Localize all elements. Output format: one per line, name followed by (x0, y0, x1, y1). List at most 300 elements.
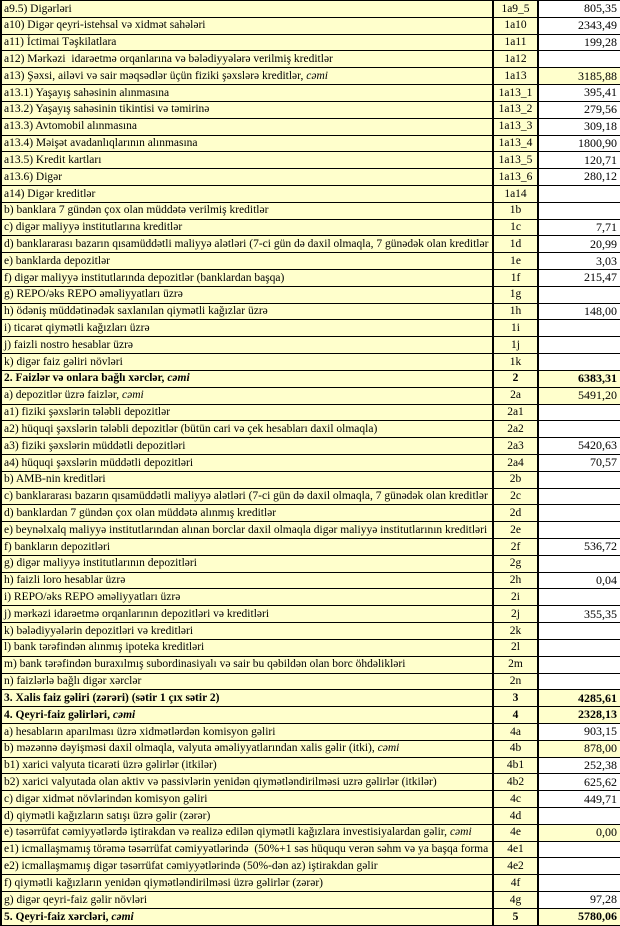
row-label: d) banklararası bazarın qısamüddətli maliyyə alətləri (7-ci gün də daxil olmaqla, 7 günədək olan kreditlər (4, 237, 489, 250)
row-value-cell (538, 454, 620, 471)
table-row (1, 34, 620, 51)
row-value: 280,12 (584, 169, 617, 184)
row-value: 355,35 (584, 606, 617, 621)
row-code: 1h (509, 305, 522, 318)
row-code-cell (493, 34, 538, 51)
row-code-cell (493, 354, 538, 371)
table-row (1, 253, 620, 270)
row-label: c) banklararası bazarın qısamüddətli maliyyə alətləri (7-ci gün də daxil olmaqla, 7 günədək olan kreditlər (4, 490, 488, 503)
row-code-cell (493, 824, 538, 841)
row-label: g) REPO/əks REPO əməliyyatları üzrə (4, 288, 183, 301)
row-value-cell (538, 791, 620, 808)
table-row (1, 387, 620, 404)
table-row (1, 539, 620, 556)
row-label-cell (1, 404, 493, 421)
row-label-cell (1, 337, 493, 354)
row-code-cell (493, 17, 538, 34)
row-value-cell (538, 908, 620, 925)
row-code-cell (493, 270, 538, 287)
row-value-cell (538, 270, 620, 287)
row-code: 2a1 (507, 406, 524, 419)
row-value: 70,57 (590, 455, 617, 470)
row-label: 3. Xalis faiz gəliri (zərəri) (sətir 1 çıx sətir 2) (4, 691, 220, 704)
row-value-cell (538, 17, 620, 34)
row-label-cell (1, 707, 493, 724)
table-row (1, 656, 620, 673)
row-label: a3) fiziki şəxslərin müddətli depozitləri (4, 439, 186, 452)
table-row (1, 908, 620, 925)
row-value-cell (538, 471, 620, 488)
row-label-cell (1, 135, 493, 152)
table-row (1, 421, 620, 438)
row-code: 1g (509, 288, 522, 301)
row-label: a13.4) Məişət avadanlıqlarının alınmasına (4, 137, 198, 150)
row-label-cell (1, 236, 493, 253)
row-value-cell (538, 253, 620, 270)
table-row (1, 370, 620, 387)
row-value-cell (538, 303, 620, 320)
row-label-cell (1, 1, 493, 18)
row-label-cell (1, 757, 493, 774)
table-row (1, 219, 620, 236)
row-code-cell (493, 202, 538, 219)
row-label-cell (1, 51, 493, 68)
row-label: k) digər faiz gəliri növləri (4, 355, 123, 368)
row-label-cell (1, 17, 493, 34)
table-row (1, 471, 620, 488)
row-label-cemi-suffix: cəmi (374, 742, 400, 755)
row-label-cell (1, 875, 493, 892)
table-row (1, 320, 620, 337)
row-value-cell (538, 623, 620, 640)
row-value: 3,03 (596, 253, 617, 268)
row-value-cell (538, 555, 620, 572)
row-code-cell (493, 808, 538, 825)
row-value: 625,62 (584, 774, 617, 789)
row-value-cell (538, 219, 620, 236)
row-code: 2n (509, 675, 522, 688)
row-code-cell (493, 169, 538, 186)
row-value: 97,28 (590, 892, 617, 907)
row-code: 1a13_3 (498, 120, 533, 133)
row-code-cell (493, 639, 538, 656)
row-code: 1a13_4 (498, 137, 533, 150)
row-label-cell (1, 841, 493, 858)
row-value-cell (538, 202, 620, 219)
table-row (1, 185, 620, 202)
table-row (1, 791, 620, 808)
row-code: 2g (509, 557, 522, 570)
row-label-cell (1, 572, 493, 589)
row-value: 7,71 (596, 219, 617, 234)
table-row (1, 589, 620, 606)
row-label: h) ödəniş müddətinədək saxlanılan qiymətli kağızlar üzrə (4, 305, 268, 318)
row-code-cell (493, 690, 538, 707)
row-label-cell (1, 892, 493, 909)
row-label: a13.3) Avtomobil alınmasına (4, 120, 137, 133)
row-code-cell (493, 623, 538, 640)
row-label: a4) hüquqi şəxslərin müddətli depozitləri (4, 456, 194, 469)
row-label-cell (1, 219, 493, 236)
table-row (1, 774, 620, 791)
row-value-cell (538, 1, 620, 18)
row-value: 5780,06 (578, 909, 617, 924)
row-label-cell (1, 421, 493, 438)
row-code-cell (493, 454, 538, 471)
row-label: j) mərkəzi idarəetmə orqanlarının depozitləri və kreditləri (4, 607, 270, 620)
row-code: 2a (510, 389, 521, 402)
row-code-cell (493, 555, 538, 572)
row-label-cell (1, 606, 493, 623)
row-label-cell (1, 169, 493, 186)
table-row (1, 85, 620, 102)
row-code-cell (493, 774, 538, 791)
row-code: 1a13_2 (498, 103, 533, 116)
row-code: 1f (510, 271, 521, 284)
row-label-cell (1, 387, 493, 404)
row-code-cell (493, 370, 538, 387)
row-label: a14) Digər kreditlər (4, 187, 96, 200)
row-label-cell (1, 858, 493, 875)
row-label-cell (1, 34, 493, 51)
row-value-cell (538, 51, 620, 68)
row-value-cell (538, 421, 620, 438)
row-code: 2a3 (507, 439, 524, 452)
row-value-cell (538, 757, 620, 774)
table-row (1, 236, 620, 253)
row-value: 148,00 (584, 303, 617, 318)
table-row (1, 438, 620, 455)
table-row (1, 505, 620, 522)
table-row (1, 757, 620, 774)
row-label: 4. Qeyri-faiz gəlirləri, (4, 708, 111, 721)
row-code-cell (493, 219, 538, 236)
row-value-cell (538, 774, 620, 791)
row-label-cell (1, 791, 493, 808)
row-label-cell (1, 85, 493, 102)
row-value: 2343,49 (578, 18, 617, 33)
row-code: 2f (510, 540, 521, 553)
table-row (1, 68, 620, 85)
row-value: 2328,13 (578, 707, 617, 722)
row-value-cell (538, 808, 620, 825)
row-value-cell (538, 185, 620, 202)
row-label: a9.5) Digərləri (4, 2, 72, 15)
row-label-cell (1, 824, 493, 841)
row-value-cell (538, 824, 620, 841)
table-row (1, 723, 620, 740)
row-code-cell (493, 286, 538, 303)
row-code: 1c (510, 221, 521, 234)
row-code-cell (493, 791, 538, 808)
row-value-cell (538, 488, 620, 505)
row-label-cell (1, 253, 493, 270)
row-code: 1k (509, 355, 522, 368)
row-value-cell (538, 539, 620, 556)
row-code: 2i (511, 591, 520, 604)
row-label: f) qiymətli kağızların yenidən qiymətləndirilməsi üzrə gəlirlər (zərər) (4, 876, 323, 889)
row-code: 4e (510, 826, 521, 839)
table-row (1, 337, 620, 354)
row-value: 1800,90 (578, 135, 617, 150)
row-code: 1a11 (504, 36, 527, 49)
row-label: f) bankların depozitləri (4, 540, 111, 553)
row-label-cell (1, 354, 493, 371)
row-value: 449,71 (584, 791, 617, 806)
row-code-cell (493, 707, 538, 724)
row-code: 4b (509, 742, 522, 755)
row-code-cell (493, 757, 538, 774)
row-value: 5420,63 (578, 438, 617, 453)
row-value: 309,18 (584, 119, 617, 133)
row-code-cell (493, 185, 538, 202)
row-value: 805,35 (584, 1, 617, 16)
row-value-cell (538, 841, 620, 858)
row-label: h) faizli loro hesablar üzrə (4, 574, 126, 587)
row-value: 120,71 (584, 152, 617, 167)
row-code-cell (493, 101, 538, 118)
table-row (1, 135, 620, 152)
row-code: 1a12 (504, 53, 527, 66)
row-label: j) faizli nostro hesablar üzrə (4, 338, 133, 351)
row-value-cell (538, 34, 620, 51)
row-label-cell (1, 723, 493, 740)
row-value-cell (538, 892, 620, 909)
row-code: 1d (509, 237, 522, 250)
row-label-cell (1, 202, 493, 219)
row-code: 1b (509, 204, 522, 217)
row-code-cell (493, 337, 538, 354)
row-code: 2m (508, 658, 523, 671)
row-value-cell (538, 118, 620, 135)
row-label-cell (1, 639, 493, 656)
row-code-cell (493, 118, 538, 135)
row-value-cell (538, 169, 620, 186)
row-code-cell (493, 1, 538, 18)
row-label: c) digər maliyyə institutlarına kreditlər (4, 221, 183, 234)
row-label: b) məzənnə dəyişməsi daxil olmaqla, valyuta əməliyyatlarından xalis gəlir (itki), (4, 742, 375, 755)
table-row (1, 808, 620, 825)
row-code: 2a2 (507, 422, 524, 435)
row-code: 2 (512, 372, 519, 385)
row-value: 536,72 (584, 539, 617, 554)
row-code: 4d (509, 809, 522, 822)
row-code: 2h (509, 574, 522, 587)
row-label: b1) xarici valyuta ticarəti üzrə gəlirlər (itkilər) (4, 759, 217, 772)
row-value: 199,28 (584, 34, 617, 49)
row-code-cell (493, 320, 538, 337)
table-row (1, 875, 620, 892)
row-label-cell (1, 438, 493, 455)
row-value-cell (538, 656, 620, 673)
row-label-cell (1, 774, 493, 791)
row-label: a1) fiziki şəxslərin tələbli depozitlər (4, 406, 171, 419)
row-label: a2) hüquqi şəxslərin tələbli depozitlər (bütün cari və çek hesabları daxil olmaqla) (4, 422, 378, 435)
row-code-cell (493, 152, 538, 169)
row-value: 215,47 (584, 270, 617, 285)
row-code-cell (493, 404, 538, 421)
row-code: 4e2 (507, 860, 524, 873)
row-label-cell (1, 270, 493, 287)
row-label-cell (1, 539, 493, 556)
row-value-cell (538, 606, 620, 623)
row-code-cell (493, 51, 538, 68)
row-label: e) təsərrüfat cəmiyyətlərdə iştirakdan və realizə edilən qiymətli kağızlara investisiyalardan gəlir, (4, 826, 448, 839)
row-code: 4b2 (506, 775, 525, 788)
row-value: 6383,31 (578, 371, 617, 386)
table-row (1, 606, 620, 623)
row-label-cell (1, 101, 493, 118)
row-code: 2k (509, 624, 522, 637)
row-value-cell (538, 740, 620, 757)
row-label-cell (1, 740, 493, 757)
table-row (1, 740, 620, 757)
row-value: 395,41 (584, 85, 617, 100)
row-label: b) AMB-nin kreditləri (4, 473, 106, 486)
row-value-cell (538, 354, 620, 371)
row-value-cell (538, 286, 620, 303)
row-label-cell (1, 454, 493, 471)
row-code-cell (493, 505, 538, 522)
row-label-cell (1, 656, 493, 673)
row-label: 5. Qeyri-faiz xərcləri, (4, 910, 109, 923)
row-label: a13.2) Yaşayış sahəsinin tikintisi və təmirinə (4, 103, 210, 116)
row-label: d) banklardan 7 gündən çox olan müddətə alınmış kreditlər (4, 506, 277, 519)
table-row (1, 858, 620, 875)
row-value: 3185,88 (578, 68, 617, 83)
row-code-cell (493, 421, 538, 438)
table-row (1, 707, 620, 724)
row-code: 1a14 (504, 187, 527, 200)
row-value-cell (538, 337, 620, 354)
row-value-cell (538, 707, 620, 724)
row-code-cell (493, 858, 538, 875)
row-code: 2j (511, 607, 520, 620)
row-value-cell (538, 723, 620, 740)
table-row (1, 824, 620, 841)
row-label-cemi-suffix: cəmi (164, 372, 190, 385)
row-value: 252,38 (584, 757, 617, 772)
row-code: 2b (509, 473, 522, 486)
row-label: e2) icmallaşmamış digər təsərrüfat cəmiyyətlərində (50%-dən az) iştirakdan gəlir (4, 860, 378, 873)
row-label-cell (1, 286, 493, 303)
row-label-cell (1, 623, 493, 640)
row-label: c) digər xidmət növlərindən komisyon gəliri (4, 792, 208, 805)
row-code-cell (493, 387, 538, 404)
row-code-cell (493, 539, 538, 556)
table-row (1, 892, 620, 909)
row-code-cell (493, 875, 538, 892)
row-label-cell (1, 152, 493, 169)
table-row (1, 488, 620, 505)
row-label-cell (1, 118, 493, 135)
row-label: b2) xarici valyutada olan aktiv və passivlərin yenidən qiymətləndirilməsi uzrə gəlirlər (itkilər) (4, 775, 437, 788)
row-code: 5 (512, 910, 519, 923)
row-value-cell (538, 236, 620, 253)
row-label-cell (1, 673, 493, 690)
row-value-cell (538, 522, 620, 539)
row-label: a) depozitlər üzrə faizlər, (4, 389, 120, 402)
row-label-cell (1, 908, 493, 925)
row-code-cell (493, 85, 538, 102)
row-code: 4c (510, 792, 521, 805)
row-code: 4f (510, 876, 521, 889)
row-value: 279,56 (584, 102, 617, 117)
table-row (1, 841, 620, 858)
row-value-cell (538, 858, 620, 875)
row-value-cell (538, 875, 620, 892)
row-code-cell (493, 740, 538, 757)
table-row (1, 152, 620, 169)
row-label: a13.6) Digər (4, 170, 63, 183)
row-code: 4a (510, 725, 521, 738)
row-code: 4b1 (506, 759, 525, 772)
table-row (1, 690, 620, 707)
row-label: e1) icmallaşmamış törəmə təsərrüfat cəmiyyətlərində (50%+1 səs hüququ verən səhm və ya başqa forma (4, 843, 489, 856)
row-code-cell (493, 841, 538, 858)
row-code: 2c (510, 490, 521, 503)
row-code-cell (493, 303, 538, 320)
row-code: 1i (511, 322, 520, 335)
table-row (1, 286, 620, 303)
row-code: 1a13 (504, 69, 527, 82)
row-code-cell (493, 68, 538, 85)
row-value-cell (538, 673, 620, 690)
row-label: a13) Şəxsi, ailəvi və sair məqsədlər üçün fiziki şəxslərə kreditlər, (4, 69, 304, 82)
row-value-cell (538, 370, 620, 387)
row-label-cell (1, 185, 493, 202)
row-value: 878,00 (584, 741, 617, 756)
row-code: 2l (511, 641, 520, 654)
row-label-cell (1, 690, 493, 707)
table-row (1, 303, 620, 320)
row-label: d) qiymətli kağızların satışı üzrə gəlir (zərər) (4, 809, 211, 822)
row-label: a13.5) Kredit kartları (4, 153, 102, 166)
row-label-cell (1, 370, 493, 387)
row-label: a11) İctimai Təşkilatlara (4, 36, 117, 49)
row-value-cell (538, 101, 620, 118)
row-value-cell (538, 320, 620, 337)
row-code: 2a4 (507, 456, 524, 469)
row-code-cell (493, 606, 538, 623)
row-label-cell (1, 522, 493, 539)
row-value-cell (538, 404, 620, 421)
row-label-cemi-suffix: cəmi (119, 389, 144, 402)
row-label: a12) Mərkəzi idarəetmə orqanlarına və bələdiyyələrə verilmiş kreditlər (4, 53, 333, 66)
table-row (1, 101, 620, 118)
table-row (1, 1, 620, 18)
row-label-cell (1, 471, 493, 488)
table-row (1, 639, 620, 656)
row-label-cell (1, 488, 493, 505)
row-label-cell (1, 808, 493, 825)
row-code: 4 (512, 708, 519, 721)
row-value: 5491,20 (578, 388, 617, 402)
row-label: n) faizlərlə bağlı digər xərclər (4, 675, 142, 688)
row-code-cell (493, 723, 538, 740)
row-code-cell (493, 522, 538, 539)
row-code: 1j (511, 338, 520, 351)
row-code-cell (493, 253, 538, 270)
row-code: 1a10 (504, 19, 527, 32)
table-row (1, 169, 620, 186)
row-label: a13.1) Yaşayış sahəsinin alınmasına (4, 86, 170, 99)
row-code-cell (493, 673, 538, 690)
table-row (1, 522, 620, 539)
row-label: m) bank tərəfindən buraxılmış subordinasiyalı və sair bu qəbildən olan borc öhdəlikləri (4, 658, 406, 671)
row-code: 4g (509, 893, 522, 906)
row-value-cell (538, 152, 620, 169)
